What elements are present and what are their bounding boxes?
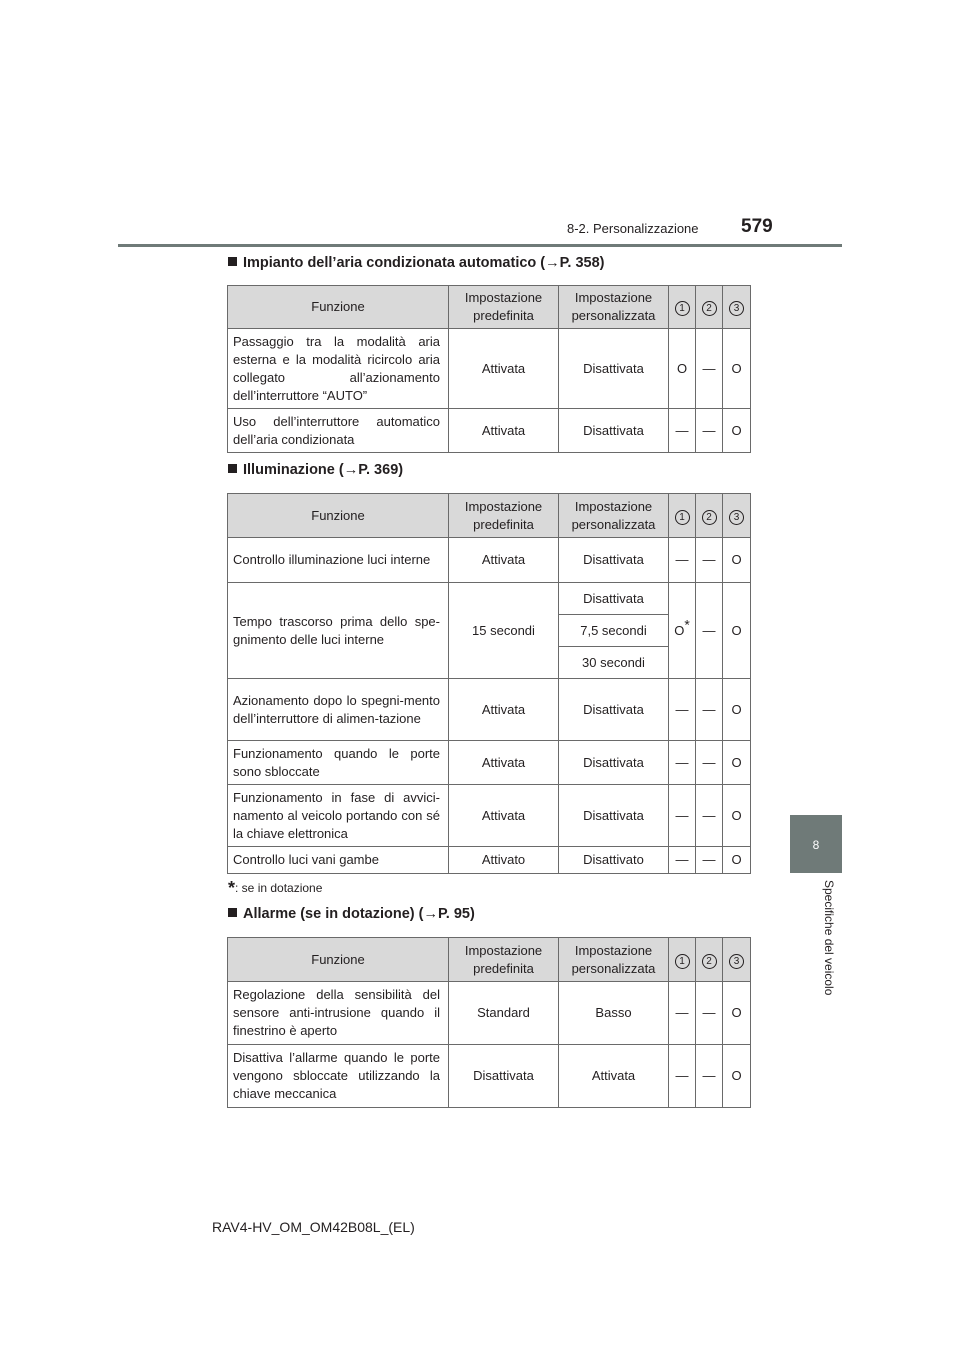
table-row: Regolazione della sensibilità del sensore anti-intrusione quando il finestrino è aperto Standard Basso — — O	[228, 982, 751, 1045]
table-row: Controllo illuminazione luci interne Attivata Disattivata — — O	[228, 538, 751, 583]
circled-3-icon: 3	[729, 954, 744, 969]
table-row: Controllo luci vani gambe Attivato Disattivato — — O	[228, 847, 751, 874]
col-2	[696, 494, 723, 538]
table-header-row	[228, 938, 751, 982]
table-row: Funzionamento quando le porte sono sbloccate Attivata Disattivata — — O	[228, 741, 751, 785]
table-row: Uso dell’interruttore automatico dell’aria condizionata Attivata Disattivata — — O	[228, 409, 751, 453]
footnote-mark: *	[228, 878, 236, 898]
cell-c1-with-footnote: O*	[669, 583, 696, 679]
footnote	[228, 878, 322, 899]
chapter-label: Specifiche del veicolo	[822, 880, 836, 996]
circled-1-icon: 1	[675, 301, 690, 316]
chapter-number: 8	[812, 838, 820, 852]
col-function: Funzione	[228, 286, 449, 329]
table-header-row	[228, 494, 751, 538]
footnote-text: : se in dotazione	[235, 881, 323, 895]
circled-1-icon: 1	[675, 510, 690, 525]
section-title-lighting: Illuminazione (→P. 369)	[228, 462, 403, 478]
col-custom: Impostazione personalizzata	[559, 494, 669, 538]
col-3	[723, 494, 751, 538]
section-title-alarm: Allarme (se in dotazione) (→P. 95)	[228, 906, 475, 922]
circled-3-icon: 3	[729, 510, 744, 525]
col-1	[669, 494, 696, 538]
table-lighting	[227, 493, 751, 874]
chapter-tab[interactable]	[790, 815, 842, 873]
square-bullet-icon	[228, 257, 237, 266]
col-default: Impostazione predefinita	[449, 494, 559, 538]
table-row: Passaggio tra la modalità aria esterna e la modalità ricircolo aria collegato all’azionamento dell’interruttore “AUTO” Attivata Disattivata O — O	[228, 329, 751, 409]
col-function: Funzione	[228, 938, 449, 982]
table-row: 30 secondi	[228, 647, 751, 679]
table-row: 7,5 secondi	[228, 615, 751, 647]
col-1	[669, 286, 696, 329]
page-number: 579	[741, 216, 773, 237]
square-bullet-icon	[228, 908, 237, 917]
section-title-air-conditioning: Impianto dell’aria condizionata automatico (→P. 358)	[228, 255, 605, 271]
section-heading: 8-2. Personalizzazione	[567, 221, 699, 236]
table-air-conditioning	[227, 285, 751, 453]
square-bullet-icon	[228, 464, 237, 473]
col-default: Impostazione predefinita	[449, 938, 559, 982]
table-alarm	[227, 937, 751, 1108]
header-divider	[118, 244, 842, 247]
circled-2-icon: 2	[702, 510, 717, 525]
table-row: Azionamento dopo lo spegni-mento dell’interruttore di alimen-tazione Attivata Disattivata — — O	[228, 679, 751, 741]
col-1	[669, 938, 696, 982]
col-custom: Impostazione personalizzata	[559, 938, 669, 982]
col-3	[723, 286, 751, 329]
table-row: Disattiva l’allarme quando le porte vengono sbloccate utilizzando la chiave meccanica Disattivata Attivata — — O	[228, 1045, 751, 1108]
circled-2-icon: 2	[702, 954, 717, 969]
circled-2-icon: 2	[702, 301, 717, 316]
col-2	[696, 286, 723, 329]
document-code: RAV4-HV_OM_OM42B08L_(EL)	[212, 1219, 415, 1235]
table-header-row	[228, 286, 751, 329]
col-3	[723, 938, 751, 982]
col-default: Impostazione predefinita	[449, 286, 559, 329]
circled-1-icon: 1	[675, 954, 690, 969]
col-function: Funzione	[228, 494, 449, 538]
circled-3-icon: 3	[729, 301, 744, 316]
table-row: Funzionamento in fase di avvici-namento al veicolo portando con sé la chiave elettronica Attivata Disattivata — — O	[228, 785, 751, 847]
col-custom: Impostazione personalizzata	[559, 286, 669, 329]
table-row: Tempo trascorso prima dello spe-gnimento delle luci interne 15 secondi Disattivata O* — O	[228, 583, 751, 615]
col-2	[696, 938, 723, 982]
